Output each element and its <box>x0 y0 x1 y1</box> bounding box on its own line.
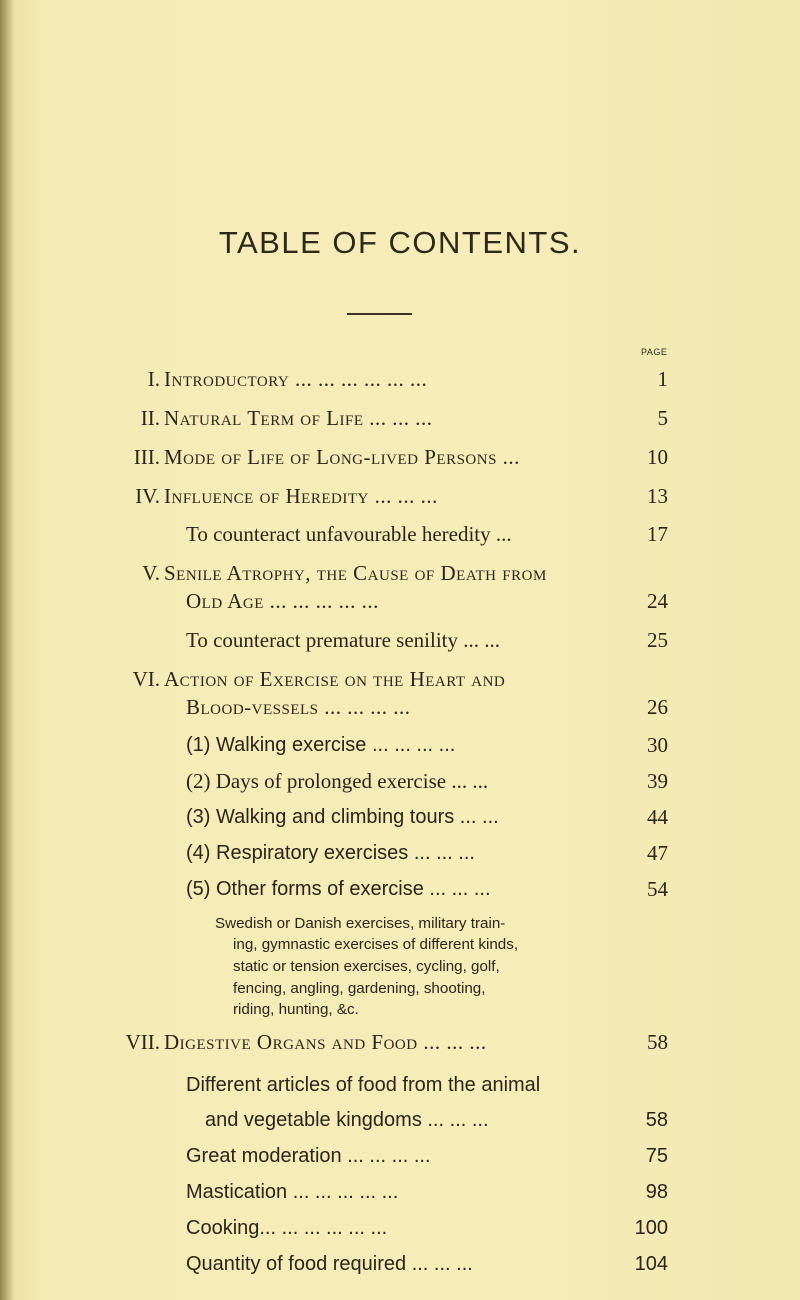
entry-text: Blood-vessels ... ... ... ... <box>186 695 411 719</box>
entry-page: 58 <box>645 1109 668 1131</box>
entry-page: 25 <box>647 628 668 652</box>
entry-page: 24 <box>647 589 668 613</box>
entry-text: To counteract unfavourable heredity ... <box>186 522 512 546</box>
chapter-number: III. <box>133 445 160 469</box>
entry-text: Action of Exercise on the Heart and <box>164 667 506 691</box>
entry-text: To counteract premature senility ... ... <box>186 628 501 652</box>
page-column-label: PAGE <box>641 347 668 357</box>
entry-text: Different articles of food from the animal <box>186 1074 541 1096</box>
chapter-number: V. <box>142 561 160 585</box>
entry-page: 5 <box>657 406 668 430</box>
entry-text: Digestive Organs and Food ... ... ... <box>164 1030 487 1054</box>
entry-page: 17 <box>647 522 668 546</box>
entry-page: 58 <box>647 1030 668 1054</box>
entry-text: Mode of Life of Long-lived Persons ... <box>164 445 520 469</box>
entry-page: 54 <box>647 877 668 901</box>
entry-page: 13 <box>647 484 668 508</box>
entry-page: 1 <box>657 367 668 391</box>
entry-text: Cooking... ... ... ... ... ... <box>186 1217 388 1239</box>
entry-text: Introductory ... ... ... ... ... ... <box>164 367 428 391</box>
note-line: fencing, angling, gardening, shooting, <box>233 980 486 997</box>
note-line: riding, hunting, &c. <box>233 1001 359 1018</box>
chapter-number: VII. <box>125 1030 160 1054</box>
page-gutter-shadow <box>0 0 14 1300</box>
entry-text: Senile Atrophy, the Cause of Death from <box>164 561 547 585</box>
entry-text: (2) Days of prolonged exercise ... ... <box>186 769 489 793</box>
chapter-number: VI. <box>132 667 160 691</box>
entry-text: Mastication ... ... ... ... ... <box>186 1181 399 1203</box>
entry-text: (3) Walking and climbing tours ... ... <box>186 806 499 828</box>
note-line: Swedish or Danish exercises, military train- <box>215 915 506 932</box>
entry-text: and vegetable kingdoms ... ... ... <box>205 1109 489 1131</box>
entry-page: 100 <box>634 1217 668 1239</box>
entry-text: Natural Term of Life ... ... ... <box>164 406 433 430</box>
entry-page: 47 <box>647 841 668 865</box>
note-line: static or tension exercises, cycling, golf, <box>233 958 500 975</box>
chapter-number: IV. <box>135 484 160 508</box>
entry-text: Old Age ... ... ... ... ... <box>186 589 379 613</box>
entry-text: (1) Walking exercise ... ... ... ... <box>186 734 456 756</box>
entry-page: 44 <box>647 805 668 829</box>
entry-text: (4) Respiratory exercises ... ... ... <box>186 842 475 864</box>
entry-page: 75 <box>645 1145 668 1167</box>
entry-text: (5) Other forms of exercise ... ... ... <box>186 878 491 900</box>
page-title: TABLE OF CONTENTS. <box>218 225 582 260</box>
entry-page: 26 <box>647 695 668 719</box>
entry-text: Quantity of food required ... ... ... <box>186 1253 473 1275</box>
entry-page: 104 <box>634 1253 668 1275</box>
entry-page: 98 <box>645 1181 668 1203</box>
chapter-number: I. <box>147 367 160 391</box>
entry-page: 10 <box>647 445 668 469</box>
entry-text: Influence of Heredity ... ... ... <box>164 484 438 508</box>
entry-page: 39 <box>647 769 668 793</box>
chapter-number: II. <box>140 406 160 430</box>
note-line: ing, gymnastic exercises of different kinds, <box>233 936 519 953</box>
title-rule <box>347 313 412 315</box>
entry-text: Great moderation ... ... ... ... <box>186 1145 431 1167</box>
entry-page: 30 <box>647 733 668 757</box>
